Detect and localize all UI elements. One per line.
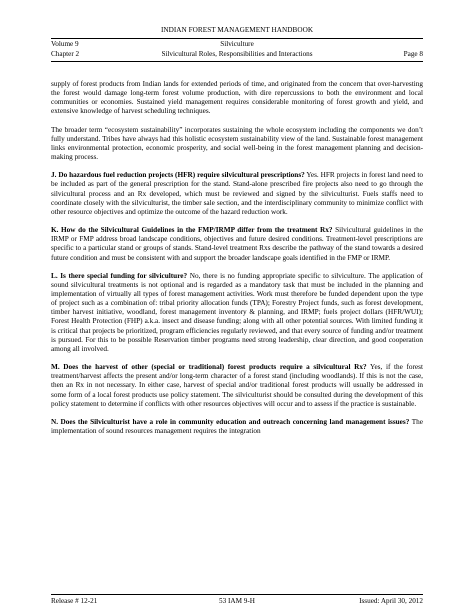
chapter-subtitle: Silvicultural Roles, Responsibilities and Interactions: [161, 50, 313, 58]
faq-question-j: J. Do hazardous fuel reduction projects (HFR) require silvicultural prescriptions?: [51, 171, 305, 180]
chapter-label: Chapter 2: [51, 50, 80, 58]
faq-answer-l: No, there is no funding appropriate specific to silviculture. The application of sound silvicultural treatments is not optional and is regarded as a mandatory task that must be included in the planning and implementation of virtually all types of forest management activities. Work must therefore be funded dependent upon the type of project such as a combination of: tribal priority allocation funds (TPA); Forestry Project funds, such as forest development, timber harvest initiative, woodland, forest management inventory & planning, and IRMP; fuels project dollars (HFR/WUI); Forest Health Protection (FHP) a.k.a. insect and disease funding; along with all other potential sources. With limited funding it is critical that projects be prioritized, program efficiencies regularly reviewed, and that every source of funding and/or treatment is pursued. For this to be possible Reservation timber programs need strong leadership, clear direction, and good cooperation among all involved.: [51, 271, 423, 353]
header-row-2: [51, 50, 423, 59]
faq-question-k: K. How do the Silvicultural Guidelines in the FMP/IRMP differ from the treatment Rx?: [51, 226, 333, 235]
faq-item-n: [51, 418, 423, 436]
faq-question-l: L. Is there special funding for silviculture?: [51, 271, 188, 280]
faq-item-l: [51, 272, 423, 354]
faq-question-m: M. Does the harvest of other (special or traditional) forest products require a silvicultural Rx?: [51, 363, 367, 372]
page-footer: [51, 597, 423, 606]
faq-answer-k: Silvicultural guidelines in the IRMP or FMP address broad landscape conditions, objectives and future desired conditions. Treatment-level prescriptions are specific to a particular stand or groups of stands. Stand-level treatment Rxs describe the pathway of the stand towards a desired future condition and must be consistent with and support the broader landscape goals identified in the FMP or IRMP.: [51, 226, 424, 262]
faq-answer-m: Yes, if the forest treatment/harvest affects the present and/or long-term character of a forest stand (including woodlands). If this is not the case, then an Rx in not necessary. In either case, harvest of special and/or traditional forest products will usually be addressed in some form of a local forest products use policy statement. The silviculturist should be consulted during the development of this policy statement to determine if conflicts with other resources objectives will occur and to assess if the practice is sustainable.: [51, 363, 423, 408]
faq-answer-n: The implementation of sound resources management requires the integration: [51, 417, 423, 435]
faq-answer-j: Yes. HFR projects in forest land need to be included as part of the general prescription for the stand. Stand-alone prescribed fire projects also need to go through the silvicultural process and an Rx developed, which must be reviewed and signed by the silviculturist. Fuels staffs need to coordinate closely with the silviculturist, the timber sale section, and the interdisciplinary community to minimize conflict with other resource objectives and optimize the outcome of the hazard reduction work.: [51, 171, 423, 216]
section-title: Silviculture: [220, 40, 254, 48]
header-bottom-rule: [51, 61, 423, 62]
volume-label: Volume 9: [51, 40, 79, 48]
page-number: Page 8: [403, 50, 423, 58]
handbook-title: INDIAN FOREST MANAGEMENT HANDBOOK: [160, 26, 314, 34]
release-number: Release # 12-21: [51, 597, 98, 605]
faq-item-j: [51, 171, 423, 217]
header-top-rule: [51, 38, 423, 39]
footer-rule: [51, 594, 423, 595]
header-row-1: [51, 40, 423, 49]
faq-item-k: [51, 226, 423, 263]
document-code: 53 IAM 9-H: [219, 597, 255, 605]
paragraph-sustained-yield: supply of forest products from Indian lands for extended periods of time, and originated from the concern that over-harvesting the forest would damage long-term forest volume production, with dire repercussions to both the environment and local communities or economies. Sustained yield management requires considerable monitoring of forest growth and yield, and extensive knowledge of harvest scheduling techniques.: [51, 80, 423, 116]
faq-item-m: [51, 363, 423, 409]
body-text: [51, 80, 423, 445]
paragraph-ecosystem-sustainability: The broader term “ecosystem sustainability” incorporates sustaining the whole ecosystem including the components we don’t fully understand. Tribes have always had this holistic ecosystem sustainability view of the land. Sustainable forest management links environmental protection, economic prosperity, and social well-being in the forest management planning and decision-making process.: [51, 125, 423, 162]
faq-question-n: N. Does the Silviculturist have a role in community education and outreach concerning land management issues?: [51, 417, 410, 426]
issue-date: Issued: April 30, 2012: [359, 597, 423, 605]
